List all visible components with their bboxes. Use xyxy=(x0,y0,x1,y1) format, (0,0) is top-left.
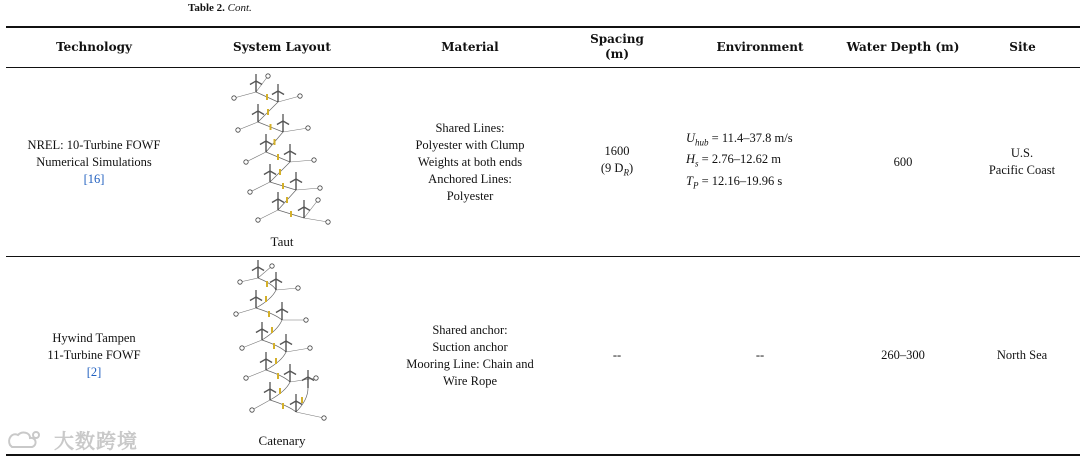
anchor-mooring-line xyxy=(246,370,266,378)
anchor-mooring-line xyxy=(304,218,328,222)
row2-technology-line1: Hywind Tampen xyxy=(52,331,136,345)
row1-material-line4: Anchored Lines: xyxy=(428,171,512,186)
turbine-blade xyxy=(252,267,258,271)
clump-weight xyxy=(279,169,281,175)
turbine-blade xyxy=(270,171,276,175)
header-material xyxy=(380,27,560,67)
anchor-mooring-line xyxy=(276,288,298,290)
catenary-layout-figure xyxy=(228,260,338,425)
anchor-mooring-line xyxy=(283,128,308,132)
anchor-mooring-line xyxy=(296,188,320,190)
anchor-marker xyxy=(322,416,326,420)
row1-spacing-diameter xyxy=(601,160,633,182)
clump-weight xyxy=(267,109,269,115)
anchor-marker xyxy=(318,186,322,190)
clump-weight xyxy=(277,373,279,379)
anchor-mooring-line xyxy=(242,340,262,348)
turbine-blade xyxy=(280,341,286,345)
header-water-depth xyxy=(838,27,968,67)
row1-material-line3: Weights at both ends xyxy=(417,154,523,169)
header-water-depth-text: Water Depth (m) xyxy=(846,39,960,54)
env-wind-val: = 11.4–37.8 m/s xyxy=(708,130,793,145)
row2-site xyxy=(970,257,1074,454)
turbine-blade xyxy=(278,91,284,95)
row1-site xyxy=(970,68,1074,256)
row1-technology xyxy=(6,68,182,256)
anchor-marker xyxy=(296,286,300,290)
anchor-marker xyxy=(312,158,316,162)
turbine-blade xyxy=(286,341,292,345)
row2-environment xyxy=(690,257,830,454)
row2-environment-value: -- xyxy=(755,348,765,362)
turbine-blade xyxy=(296,179,302,183)
row1-site-line1: U.S. xyxy=(1010,146,1034,160)
turbine-blade xyxy=(270,279,276,283)
anchor-mooring-line xyxy=(290,160,314,162)
turbine-blade xyxy=(290,179,296,183)
table-caption xyxy=(188,2,252,14)
anchor-marker xyxy=(306,126,310,130)
row2-technology-line2: 11-Turbine FOWF xyxy=(47,348,141,362)
row1-water-depth xyxy=(838,68,968,256)
anchor-marker xyxy=(256,218,260,222)
row1-spacing-sub-end: ) xyxy=(628,160,634,175)
row2-layout-diagram xyxy=(228,260,338,425)
anchor-mooring-line xyxy=(236,308,256,314)
row1-material-line1: Shared Lines: xyxy=(435,120,505,135)
clump-weight xyxy=(271,327,273,333)
clump-weight xyxy=(301,397,303,403)
anchor-marker xyxy=(266,74,270,78)
anchor-marker xyxy=(234,312,238,316)
anchor-mooring-line xyxy=(234,92,256,98)
row2-material-line2: Suction anchor xyxy=(432,339,508,354)
turbine-blade xyxy=(284,151,290,155)
clump-weight xyxy=(268,311,270,317)
row2-spacing xyxy=(575,257,659,454)
turbine-blade xyxy=(256,329,262,333)
clump-weight xyxy=(275,358,277,364)
row2-water-depth-value: 260–300 xyxy=(881,348,925,362)
turbine-blade xyxy=(308,377,314,381)
anchor-mooring-line xyxy=(252,400,270,410)
anchor-marker xyxy=(314,376,318,380)
turbine-blade xyxy=(277,121,283,125)
turbine-blade xyxy=(290,401,296,405)
row1-technology-line2: Numerical Simulations xyxy=(36,154,152,169)
turbine-blade xyxy=(282,309,288,313)
turbine-blade xyxy=(276,309,282,313)
bottom-rule xyxy=(6,454,1080,456)
anchor-marker xyxy=(316,198,320,202)
clump-weight xyxy=(274,139,276,145)
row1-site-line2: Pacific Coast xyxy=(988,163,1056,177)
clump-weight xyxy=(282,183,284,189)
anchor-marker xyxy=(236,128,240,132)
turbine-blade xyxy=(278,199,284,203)
anchor-marker xyxy=(298,94,302,98)
anchor-marker xyxy=(270,264,274,268)
anchor-mooring-line xyxy=(250,182,270,192)
anchor-mooring-line xyxy=(296,412,324,418)
anchor-marker xyxy=(240,346,244,350)
header-technology-text: Technology xyxy=(56,39,132,54)
row2-material-line3: Mooring Line: Chain and xyxy=(406,356,534,371)
row1-citation-link[interactable]: [16] xyxy=(83,171,105,186)
taut-layout-figure xyxy=(228,70,338,228)
clump-weight xyxy=(290,211,292,217)
turbine-blade xyxy=(298,207,304,211)
env-period-sub: P xyxy=(692,180,699,191)
row1-spacing-sub-text: (9 D xyxy=(600,160,624,175)
watermark-logo-icon xyxy=(6,429,46,456)
turbine-blade xyxy=(266,141,272,145)
anchor-mooring-line xyxy=(278,96,300,102)
row2-material-line1: Shared anchor: xyxy=(432,322,508,337)
row1-water-depth-value: 600 xyxy=(893,154,913,169)
turbine-blade xyxy=(290,371,296,375)
row1-material-line2: Polyester with Clump xyxy=(415,137,525,152)
row2-citation-link[interactable]: [2] xyxy=(86,365,102,379)
env-wind-sym: U xyxy=(686,130,696,145)
row2-site-line1: North Sea xyxy=(996,348,1048,362)
turbine-blade xyxy=(250,81,256,85)
row2-water-depth xyxy=(838,257,968,454)
header-spacing xyxy=(575,27,659,67)
turbine-blade xyxy=(304,207,310,211)
clump-weight xyxy=(279,388,281,394)
header-environment-text: Environment xyxy=(716,39,804,54)
row2-layout-label: Catenary xyxy=(258,433,306,448)
row1-technology-line1: NREL: 10-Turbine FOWF xyxy=(27,137,161,152)
turbine-blade xyxy=(266,359,272,363)
header-spacing-line1: Spacing xyxy=(590,32,644,46)
header-spacing-line2: (m) xyxy=(604,47,630,61)
turbine-blade xyxy=(262,329,268,333)
anchor-mooring-line xyxy=(304,200,318,218)
row1-spacing xyxy=(575,68,659,256)
turbine-blade xyxy=(270,389,276,393)
turbine-blade xyxy=(276,279,282,283)
turbine-blade xyxy=(256,297,262,301)
clump-weight xyxy=(273,343,275,349)
row1-material-line5: Polyester xyxy=(446,188,494,203)
anchor-marker xyxy=(304,318,308,322)
clump-weight xyxy=(265,296,267,302)
turbine-blade xyxy=(258,267,264,271)
env-wave-height xyxy=(686,151,781,173)
header-site xyxy=(975,27,1070,67)
clump-weight xyxy=(282,403,284,409)
env-wave-sub: s xyxy=(695,158,699,169)
row1-material xyxy=(380,68,560,256)
turbine-blade xyxy=(284,371,290,375)
anchor-mooring-line xyxy=(258,210,278,220)
row2-spacing-value: -- xyxy=(612,348,622,362)
row1-layout-diagram xyxy=(228,70,338,228)
env-period-val: = 12.16–19.96 s xyxy=(698,173,783,188)
clump-weight xyxy=(286,197,288,203)
env-wind-sub: hub xyxy=(695,137,709,148)
anchor-mooring-line xyxy=(238,122,258,130)
turbine-blade xyxy=(283,121,289,125)
anchor-mooring-line xyxy=(286,348,310,352)
turbine-blade xyxy=(290,151,296,155)
anchor-marker xyxy=(238,280,242,284)
anchor-marker xyxy=(250,408,254,412)
row1-environment xyxy=(686,68,832,256)
clump-weight xyxy=(266,281,268,287)
anchor-marker xyxy=(326,220,330,224)
row2-material-line4: Wire Rope xyxy=(443,373,497,388)
turbine-blade xyxy=(260,359,266,363)
env-wave-sym: H xyxy=(686,152,696,167)
anchor-mooring-line xyxy=(246,152,266,162)
header-system-layout xyxy=(208,27,356,67)
header-site-text: Site xyxy=(1009,39,1036,54)
turbine-blade xyxy=(252,111,258,115)
anchor-marker xyxy=(232,96,236,100)
row1-spacing-sub-index: R xyxy=(623,167,629,178)
turbine-blade xyxy=(264,389,270,393)
watermark-text: 大数跨境 xyxy=(53,429,138,453)
header-technology xyxy=(6,27,182,67)
clump-weight xyxy=(266,94,268,100)
turbine-blade xyxy=(250,297,256,301)
env-wind-speed xyxy=(686,130,793,152)
caption-label: Table 2. xyxy=(188,2,225,14)
turbine-blade xyxy=(272,91,278,95)
anchor-marker xyxy=(244,376,248,380)
env-wave-val: = 2.76–12.62 m xyxy=(698,152,781,167)
anchor-mooring-line xyxy=(240,278,258,282)
clump-weight xyxy=(270,124,272,130)
env-wave-period xyxy=(686,173,782,195)
anchor-marker xyxy=(308,346,312,350)
row1-layout-label: Taut xyxy=(270,234,294,249)
header-environment xyxy=(690,27,830,67)
turbine-blade xyxy=(260,141,266,145)
anchor-marker xyxy=(244,160,248,164)
env-period-sym: T xyxy=(686,173,693,188)
header-material-text: Material xyxy=(441,39,499,54)
row2-material xyxy=(380,257,560,454)
caption-cont: Cont. xyxy=(227,2,252,14)
watermark xyxy=(6,425,138,456)
turbine-blade xyxy=(258,111,264,115)
turbine-blade xyxy=(256,81,262,85)
anchor-marker xyxy=(248,190,252,194)
row1-spacing-value: 1600 xyxy=(604,143,630,158)
turbine-blade xyxy=(272,199,278,203)
clump-weight xyxy=(277,154,279,160)
header-system-layout-text: System Layout xyxy=(233,39,331,54)
turbine-blade xyxy=(264,171,270,175)
